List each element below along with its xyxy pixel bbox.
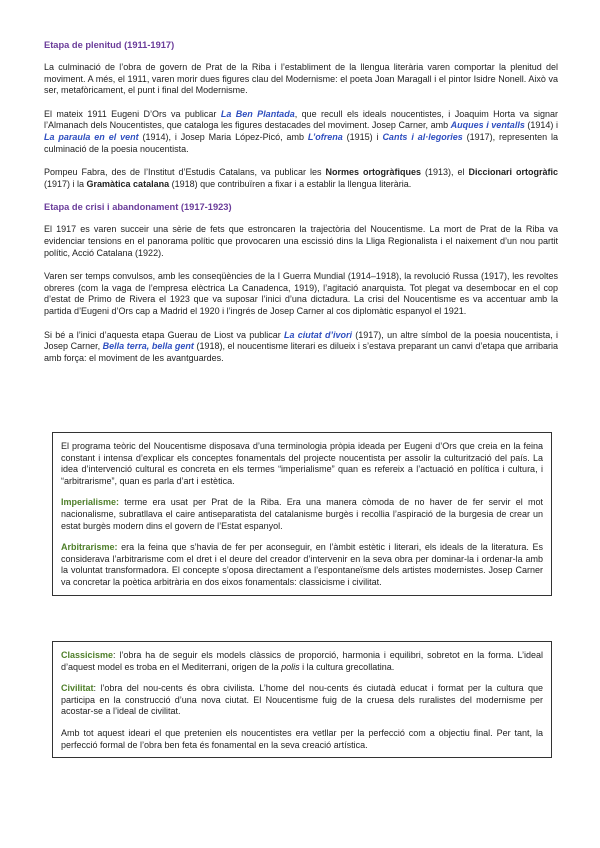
box-closing: Amb tot aquest ideari el que pretenien els noucentistes era vetllar per la perfecció com a objectiu final. Per tant, la perfecció formal de l’obra ben feta és fonamental en la seva creació artística. — [61, 727, 543, 750]
work-title-bella-terra[interactable]: Bella terra, bella gent — [102, 341, 194, 352]
box-classicisme — [61, 650, 543, 673]
italic-polis: polis — [281, 661, 300, 672]
document-body — [44, 40, 558, 376]
text-span: (1917), representen la culminació de la poesia noucentista. — [44, 131, 558, 154]
work-title-auques[interactable]: Auques i ventalls — [450, 120, 525, 131]
paragraph-guerau — [44, 330, 558, 365]
bold-title-normes: Normes ortogràfiques — [325, 167, 421, 178]
text-span: (1917), un altre símbol de la poesia noucentista, i Josep Carner, — [44, 329, 558, 352]
text-span: : l’obra ha de seguir els models clàssics de proporció, harmonia i equilibri, sobretot en la forma. L’ideal d’aquest model es troba en el Mediterrani, origen de la — [61, 650, 543, 672]
text-span: El mateix 1911 Eugeni D’Ors va publicar — [44, 108, 221, 119]
term-classicisme: Classicisme — [61, 650, 114, 660]
work-title-cants[interactable]: Cants i al·legories — [382, 131, 463, 142]
text-span: Si bé a l’inici d’aquesta etapa Guerau de Liost va publicar — [44, 329, 284, 340]
text-span: (1914) i — [524, 120, 558, 131]
section-heading-crisi: Etapa de crisi i abandonament (1917-1923) — [44, 202, 232, 213]
text-span: (1918) que contribuïren a fixar i a establir la llengua literària. — [169, 178, 412, 189]
paragraph-temps-convulsos: Varen ser temps convulsos, amb les conseqüències de la I Guerra Mundial (1914–1918), la revolució Russa (1917), les revoltes obreres (com la vaga de l’empresa elèctrica La Canadenca, 1919), l’agitació anarquista. Tot plegat va desembocar en el cop d’estat de Primo de Rivera el 1923 que va suposar l’inici d’una dictadura. La crisi del Noucentisme es va accentuar amb la partida d’Eugeni d’Ors cap a Madrid el 1920 i l’ingrés de Josep Carner al cos diplomàtic espanyol el 1921. — [44, 271, 558, 316]
text-span: (1915) i — [342, 131, 383, 142]
work-title-ofrena[interactable]: L’ofrena — [307, 131, 343, 142]
bold-title-gramatica: Gramàtica catalana — [86, 178, 170, 189]
text-span: terme era usat per Prat de la Riba. Era una manera còmoda de no haver de fer servir el mot nacionalisme, subratllava el caire antiseparatista del catalanisme burgès i recollia l’aspiració de la burgesia de crear un estat burgès modern dins el govern de l’Estat espanyol. — [61, 497, 543, 531]
text-span: i la cultura grecollatina. — [299, 661, 395, 672]
term-civilitat: Civilitat — [61, 683, 94, 694]
terminology-box — [52, 432, 552, 596]
text-span: (1917) i la — [44, 178, 87, 189]
box-intro: El programa teòric del Noucentisme disposava d’una terminologia pròpia ideada per Eugeni d’Ors que creia en la feina constant i intensa d’explicar els conceptes fonamentals del projecte noucentista per assolir la culturització del país. La idea d’intervenció cultural es concreta en els termes “imperialisme” quan es refereix a l’actuació en política i cultura, i “arbitrarisme”, quan es parla d’art i estètica. — [61, 441, 543, 486]
bold-title-diccionari: Diccionari ortogràfic — [468, 167, 558, 178]
box-arbitrarisme — [61, 542, 543, 588]
work-title-ciutat-ivori[interactable]: La ciutat d’ivori — [284, 329, 353, 340]
text-span: (1918), el noucentisme literari es dilueix i s’estava preparant un canvi d’etapa que arribaria amb força: el moviment de les avantguardes. — [44, 341, 559, 363]
work-title-ben-plantada[interactable]: La Ben Plantada — [220, 108, 295, 119]
term-arbitrarisme: Arbitrarisme: — [61, 542, 118, 553]
text-span: era la feina que s’havia de fer per aconseguir, en l’àmbit estètic i literari, els ideals de la literatura. Es considerava l’arbitrarisme com el dret i el deure del creador d’intervenir en la seva obra per dominar-la i ordenar-la amb la voluntat transformadora. El concepte s’oposa directament a l’espontaneïsme dels artistes modernistes. Josep Carner va concretar la poètica arbitrària en dos eixos fonamentals: classicisme i civilitat. — [61, 542, 543, 587]
text-span: , que recull els ideals noucentistes, i Joaquim Horta va signar l’Almanach dels Noucentistes, que cataloga les figures destacades del moviment. Josep Carner, amb — [44, 108, 558, 131]
section-heading-plenitud: Etapa de plenitud (1911-1917) — [44, 40, 175, 50]
paragraph-fabra — [44, 167, 558, 190]
paragraph-ors-carner — [44, 109, 558, 155]
box-civilitat — [61, 683, 543, 718]
concepts-box — [52, 641, 552, 758]
term-imperialisme: Imperialisme: — [61, 497, 120, 508]
text-span: (1914), i Josep Maria López-Picó, amb — [138, 131, 308, 142]
text-span: (1913), el — [421, 167, 469, 178]
text-span: Pompeu Fabra, des de l’Institut d’Estudis Catalans, va publicar les — [44, 167, 326, 178]
paragraph-culminacio: La culminació de l’obra de govern de Prat de la Riba i l’establiment de la llengua literària varen comportar la plenitud del moviment. A més, el 1911, varen morir dues figures clau del Modernisme: el poeta Joan Maragall i el pintor Isidre Nonell. Això va ser, metafòricament, el punt i final del Modernisme. — [44, 62, 558, 96]
paragraph-1917: El 1917 es varen succeir una sèrie de fets que estroncaren la trajectòria del Noucentisme. La mort de Prat de la Riba va evidenciar tensions en el panorama polític que provocaren una escissió dins la Lliga Regionalista i el naixement d’un nou partit polític, Acció Catalana (1922). — [44, 224, 558, 258]
text-span: : l’obra del nou-cents és obra civilista. L’home del nou-cents és ciutadà educat i format per la cultura que participa en la construcció d’una nova ciutat. El Noucentisme fuig de la cruesa dels ruralistes del modernisme per acostar-se a l’ideal de civilitat. — [61, 683, 543, 717]
work-title-paraula[interactable]: La paraula en el vent — [44, 131, 139, 142]
box-imperialisme — [61, 497, 543, 532]
